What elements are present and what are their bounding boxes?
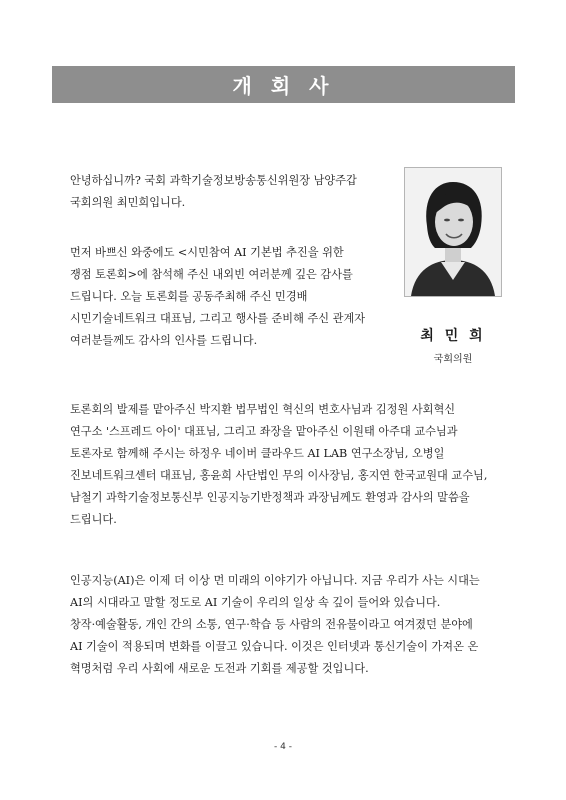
- text-line: 혁명처럼 우리 사회에 새로운 도전과 기회를 제공할 것입니다.: [70, 662, 369, 675]
- speaker-name: 최 민 희: [420, 328, 486, 344]
- text-line: 연구소 '스프레드 아이' 대표님, 그리고 좌장을 맡아주신 이원태 아주대 교수님과: [70, 425, 458, 438]
- ai-era-paragraph: [70, 570, 500, 680]
- text-line: AI 기술이 적용되며 변화를 이끌고 있습니다. 이것은 인터넷과 통신기술이 가져온 온: [70, 640, 479, 653]
- text-line: 토론자로 함께해 주시는 하정우 네이버 클라우드 AI LAB 연구소장님, 오병일: [70, 447, 445, 460]
- text-line: 여러분들께도 감사의 인사를 드립니다.: [70, 334, 258, 347]
- page-number: - 4 -: [274, 742, 292, 752]
- thanks-attendees-paragraph: [70, 242, 392, 352]
- text-line: 먼저 바쁘신 와중에도 <시민참여 AI 기본법 추진을 위한: [70, 246, 344, 259]
- page-title: 개 회 사: [232, 74, 335, 98]
- text-line: 쟁점 토론회>에 참석해 주신 내외빈 여러분께 깊은 감사를: [70, 268, 353, 281]
- text-line: 국회의원 최민희입니다.: [70, 196, 186, 209]
- thanks-speakers-paragraph: [70, 399, 500, 531]
- text-line: 드립니다.: [70, 513, 117, 526]
- speaker-role: 국회의원: [433, 354, 473, 365]
- text-line: 드립니다. 오늘 토론회를 공동주최해 주신 민경배: [70, 290, 308, 303]
- text-line: 창작·예술활동, 개인 간의 소통, 연구·학습 등 사람의 전유물이라고 여겨졌던 분야에: [70, 618, 473, 631]
- title-banner: [52, 66, 515, 103]
- text-line: 토론회의 발제를 맡아주신 박지환 법무법인 혁신의 변호사님과 김정원 사회혁신: [70, 403, 456, 416]
- text-line: 진보네트워크센터 대표님, 홍윤희 사단법인 무의 이사장님, 홍지연 한국교원대 교수님,: [70, 469, 488, 482]
- greeting-paragraph: [70, 170, 392, 214]
- text-line: AI의 시대라고 말할 정도로 AI 기술이 우리의 일상 속 깊이 들어와 있습니다.: [70, 596, 441, 609]
- speaker-portrait: [404, 167, 502, 297]
- text-line: 인공지능(AI)은 이제 더 이상 먼 미래의 이야기가 아닙니다. 지금 우리가 사는 시대는: [70, 574, 480, 587]
- text-line: 안녕하십니까? 국회 과학기술정보방송통신위원장 남양주갑: [70, 174, 357, 187]
- text-line: 남철기 과학기술정보통신부 인공지능기반정책과 과장님께도 환영과 감사의 말씀을: [70, 491, 470, 504]
- text-line: 시민기술네트워크 대표님, 그리고 행사를 준비해 주신 관계자: [70, 312, 366, 325]
